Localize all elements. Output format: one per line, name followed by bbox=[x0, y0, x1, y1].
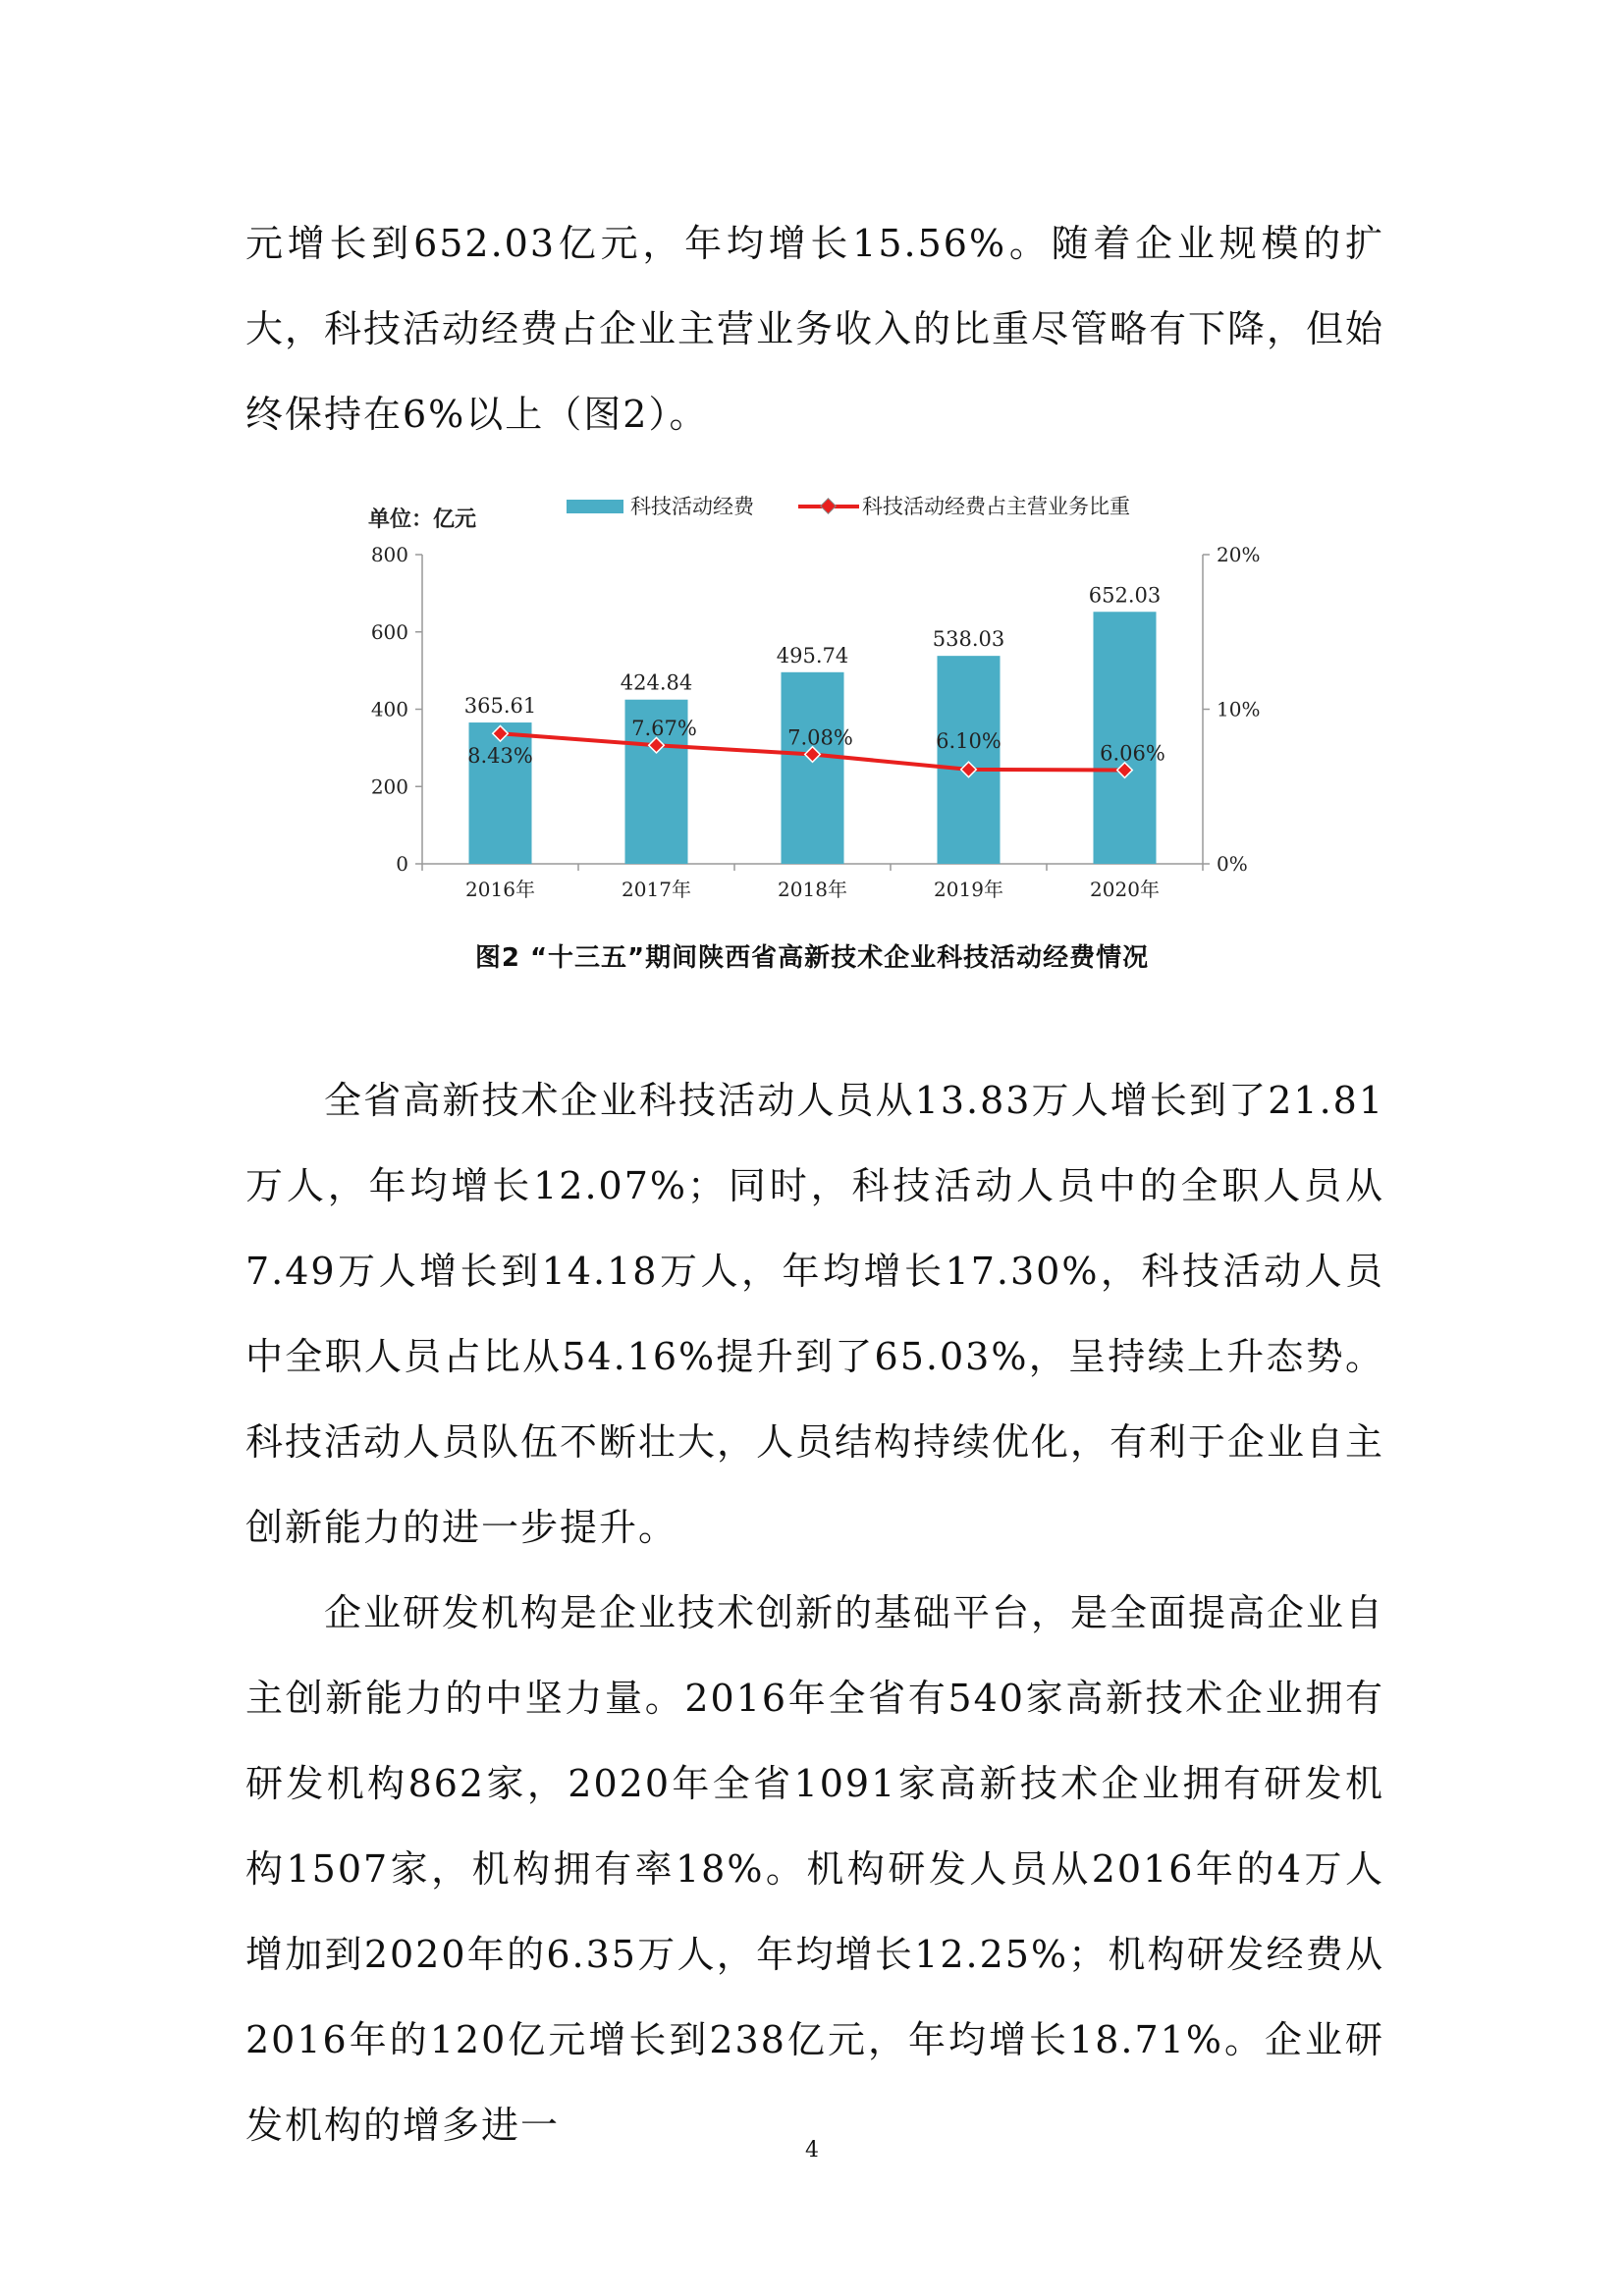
x-tick-label: 2018年 bbox=[778, 878, 847, 901]
line-value-label: 7.67% bbox=[631, 717, 697, 741]
right-tick-label: 20% bbox=[1217, 543, 1261, 566]
right-tick-label: 10% bbox=[1217, 697, 1261, 721]
chart-figure-2 bbox=[339, 486, 1262, 918]
legend-line-marker bbox=[821, 499, 837, 514]
bar-value-label: 538.03 bbox=[932, 627, 1005, 652]
legend-bar-label: 科技活动经费 bbox=[630, 495, 754, 518]
left-tick-label: 400 bbox=[370, 697, 408, 721]
line-value-label: 6.10% bbox=[936, 728, 1001, 753]
chart-svg bbox=[339, 486, 1262, 918]
legend-line-label: 科技活动经费占主营业务比重 bbox=[862, 495, 1130, 518]
line-value-label: 7.08% bbox=[787, 725, 853, 750]
figure-caption: 图2 “十三五”期间陕西省高新技术企业科技活动经费情况 bbox=[474, 943, 1150, 973]
bar-value-label: 652.03 bbox=[1088, 583, 1162, 608]
paragraph-1: 元增长到652.03亿元，年均增长15.56%。随着企业规模的扩大，科技活动经费占企业主营业务收入的比重尽管略有下降，但始终保持在6%以上（图2）。 bbox=[245, 222, 1385, 436]
paragraph-2: 全省高新技术企业科技活动人员从13.83万人增长到了21.81万人，年均增长12.07%；同时，科技活动人员中的全职人员从7.49万人增长到14.18万人，年均增长17.30%，科技活动人员中全职人员占比从54.16%提升到了65.03%，呈持续上升态势。科技活动人员队伍不断壮大，人员结构持续优化，有利于企业自主创新能力的进一步提升。 bbox=[245, 1079, 1385, 1549]
page-number: 4 bbox=[805, 2138, 819, 2163]
x-tick-label: 2019年 bbox=[934, 878, 1003, 901]
left-tick-label: 800 bbox=[370, 543, 408, 566]
legend-bar-swatch bbox=[567, 500, 623, 513]
unit-label: 单位：亿元 bbox=[368, 507, 477, 532]
chart-bars bbox=[464, 583, 1161, 864]
bar bbox=[938, 656, 1001, 864]
x-tick-label: 2016年 bbox=[465, 878, 535, 901]
chart-legend bbox=[567, 495, 1130, 518]
line-value-label: 6.06% bbox=[1100, 741, 1165, 766]
paragraph-3: 企业研发机构是企业技术创新的基础平台，是全面提高企业自主创新能力的中坚力量。2016年全省有540家高新技术企业拥有研发机构862家，2020年全省1091家高新技术企业拥有研发机构1507家，机构拥有率18%。机构研发人员从2016年的4万人增加到2020年的6.35万人，年均增长12.25%；机构研发经费从2016年的120亿元增长到238亿元，年均增长18.71%。企业研发机构的增多进一 bbox=[245, 1591, 1385, 2147]
x-tick-label: 2017年 bbox=[622, 878, 691, 901]
line-value-label: 8.43% bbox=[467, 744, 533, 769]
bar bbox=[782, 672, 844, 864]
bar-value-label: 495.74 bbox=[776, 643, 849, 667]
left-tick-label: 200 bbox=[370, 774, 408, 799]
bar bbox=[1094, 612, 1157, 864]
left-tick-label: 0 bbox=[396, 852, 408, 876]
x-tick-label: 2020年 bbox=[1090, 878, 1160, 901]
bar-value-label: 424.84 bbox=[620, 670, 693, 695]
left-tick-label: 600 bbox=[370, 619, 408, 644]
bar-value-label: 365.61 bbox=[463, 694, 537, 719]
right-tick-label: 0% bbox=[1217, 852, 1248, 876]
